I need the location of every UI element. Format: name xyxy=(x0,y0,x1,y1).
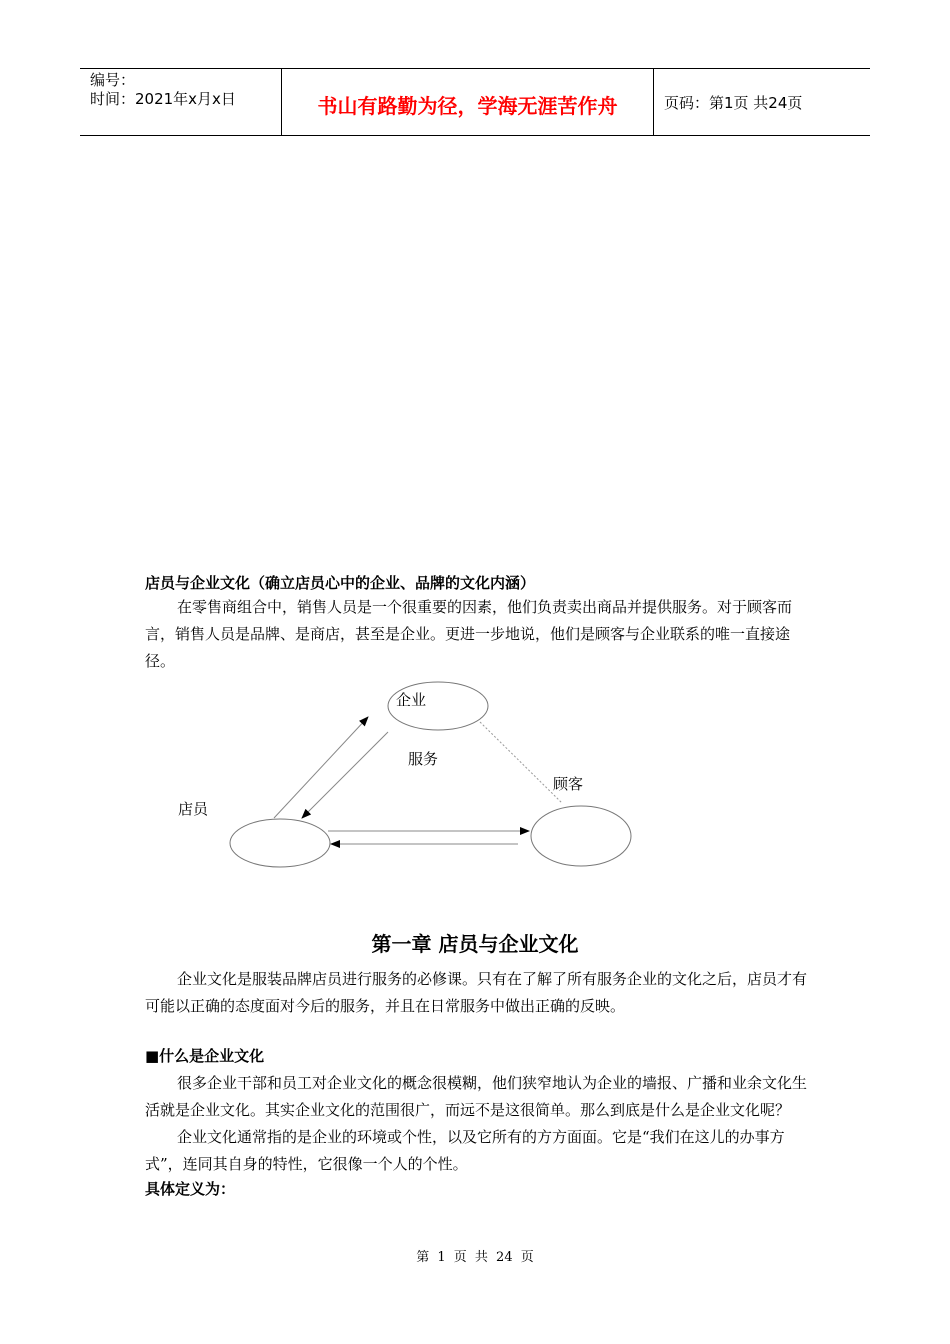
customer-ellipse xyxy=(531,806,631,866)
clerk-to-enterprise-arrow xyxy=(274,717,368,818)
page-header xyxy=(80,68,870,136)
header-motto: 书山有路勤为径，学海无涯苦作舟 xyxy=(282,69,654,135)
header-number: 编号： xyxy=(90,71,136,89)
intro-title: 店员与企业文化（确立店员心中的企业、品牌的文化内涵） xyxy=(145,574,536,592)
intro-paragraph: 在零售商组合中，销售人员是一个很重要的因素，他们负责卖出商品并提供服务。对于顾客而言，销售人员是品牌、是商店，甚至是企业。更进一步地说，他们是顾客与企业联系的唯一直接途径。 xyxy=(145,598,793,670)
intro-block xyxy=(145,572,815,675)
header-page-info: 页码：第1页 共24页 xyxy=(664,93,803,112)
chapter-title: 第一章 店员与企业文化 xyxy=(371,932,579,956)
section-definition: 具体定义为： xyxy=(145,1180,236,1198)
section-paragraph-1: 很多企业干部和员工对企业文化的概念很模糊，他们狭窄地认为企业的墙报、广播和业余文化生活就是企业文化。其实企业文化的范围很广，而远不是这很简单。那么到底是什么是企业文化呢？ xyxy=(145,1074,808,1119)
header-meta xyxy=(80,69,282,135)
label-service: 服务 xyxy=(408,750,439,768)
enterprise-customer-dotted-line xyxy=(480,722,562,803)
section-paragraph-2: 企业文化通常指的是企业的环境或个性，以及它所有的方方面面。它是“我们在这儿的办事方式”，连同其自身的特性，它很像一个人的个性。 xyxy=(145,1128,785,1173)
chapter-paragraph: 企业文化是服装品牌店员进行服务的必修课。只有在了解了所有服务企业的文化之后，店员才有可能以正确的态度面对今后的服务，并且在日常服务中做出正确的反映。 xyxy=(145,970,808,1015)
clerk-ellipse xyxy=(230,819,330,867)
header-time: 时间：2021年x月x日 xyxy=(90,90,236,108)
enterprise-to-clerk-arrow xyxy=(302,732,388,818)
label-enterprise: 企业 xyxy=(396,691,427,709)
page-footer: 第 1 页 共 24 页 xyxy=(416,1250,534,1265)
section-block xyxy=(145,1043,815,1200)
label-customer: 顾客 xyxy=(553,775,584,793)
label-clerk: 店员 xyxy=(178,800,209,818)
relationship-diagram xyxy=(140,670,660,880)
chapter-block xyxy=(145,966,815,1020)
section-heading: ■什么是企业文化 xyxy=(145,1047,265,1065)
